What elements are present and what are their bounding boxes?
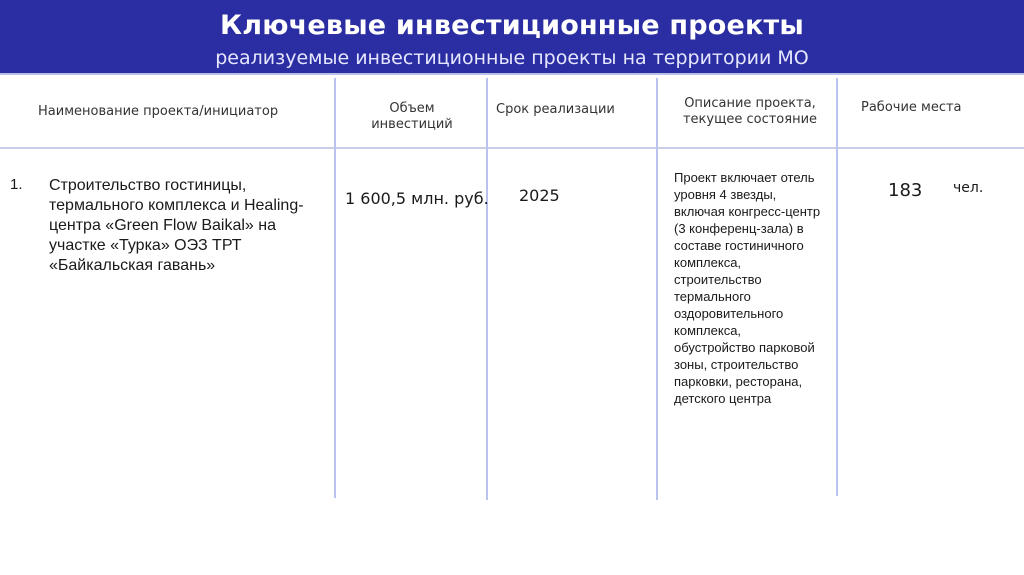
column-divider-3	[656, 78, 658, 500]
row-number: 1.	[10, 176, 23, 193]
header-separator	[0, 147, 1024, 149]
column-divider-4	[836, 78, 838, 496]
page-subtitle: реализуемые инвестиционные проекты на территории МО	[215, 47, 809, 69]
implementation-year: 2025	[519, 186, 560, 205]
column-divider-2	[486, 78, 488, 500]
banner-bottom-line	[0, 73, 1024, 75]
investment-amount: 1 600,5 млн. руб.	[345, 189, 489, 208]
column-header-jobs: Рабочие места	[861, 100, 962, 115]
jobs-count: 183	[888, 180, 923, 201]
page-title: Ключевые инвестиционные проекты	[219, 10, 805, 41]
project-description: Проект включает отель уровня 4 звезды, включая конгресс-центр (3 конференц-зала) в составе гостиничного комплекса, строительство термального оздоровительного комплекса, обустройство парковой зоны, строительство парковки, ресторана, детского центра	[674, 170, 821, 406]
column-header-investment: Объем инвестиций	[371, 101, 453, 132]
column-header-term: Срок реализации	[496, 102, 615, 117]
project-name: Строительство гостиницы, термального комплекса и Healing-центра «Green Flow Baikal» на участке «Турка» ОЭЗ ТРТ «Байкальская гавань»	[49, 177, 304, 274]
jobs-unit: чел.	[953, 180, 984, 196]
column-divider-1	[334, 78, 336, 498]
title-banner	[0, 0, 1024, 73]
column-header-description: Описание проекта, текущее состояние	[682, 96, 818, 127]
column-header-name: Наименование проекта/инициатор	[38, 104, 279, 119]
